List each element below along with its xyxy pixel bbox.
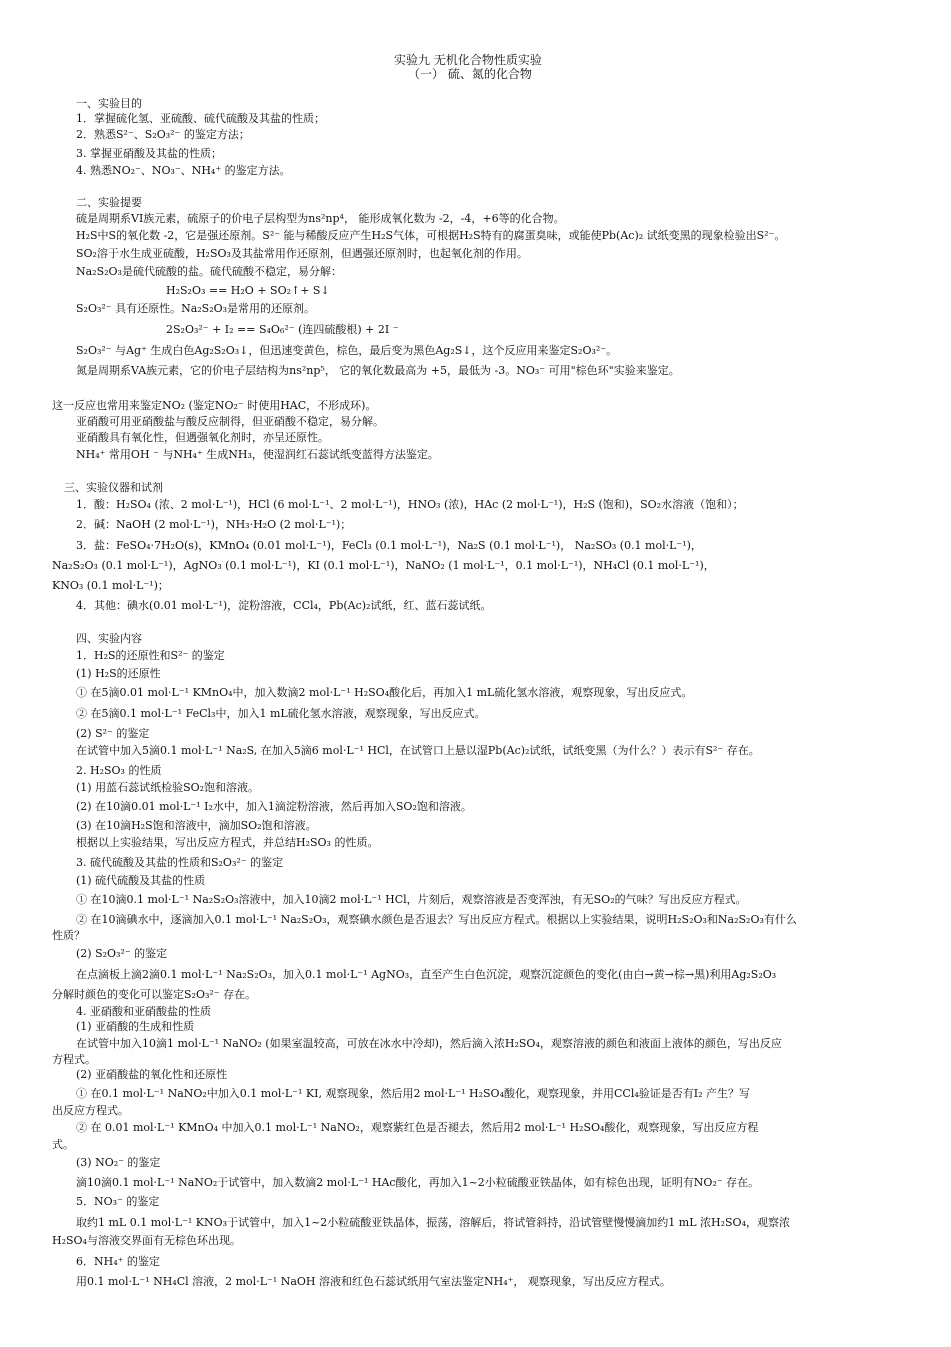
text-line: SO₂溶于水生成亚硫酸，H₂SO₃及其盐常用作还原剂，但遇强还原剂时，也起氧化剂的作用。 [76,247,528,260]
text-line: 在点滴板上滴2滴0.1 mol·L⁻¹ Na₂S₂O₃，加入0.1 mol·L⁻¹ AgNO₃，直至产生白色沉淀，观察沉淀颜色的变化(由白→黄→棕→黑)利用Ag₂S₂O₃ [76,968,777,981]
text-line: 2．碱：NaOH (2 mol·L⁻¹)，NH₃·H₂O (2 mol·L⁻¹)； [76,518,352,531]
text-line: 这一反应也常用来鉴定NO₂ (鉴定NO₂⁻ 时使用HAC，不形成环)。 [52,399,377,412]
text-line: 2．熟悉S²⁻、S₂O₃²⁻ 的鉴定方法； [76,128,250,141]
text-line: 在试管中加入5滴0.1 mol·L⁻¹ Na₂S, 在加入5滴6 mol·L⁻¹ HCl，在试管口上悬以湿Pb(Ac)₂试纸，试纸变黑（为什么？）表示有S²⁻ 存在。 [76,744,760,757]
text-line: S₂O₃²⁻ 与Ag⁺ 生成白色Ag₂S₂O₃↓，但迅速变黄色，棕色，最后变为黑色Ag₂S↓，这个反应用来鉴定S₂O₃²⁻。 [76,344,618,357]
text-line: (1) 用蓝石蕊试纸检验SO₂饱和溶液。 [76,781,260,794]
section-heading: 三、实验仪器和试剂 [64,481,163,494]
text-line: NH₄⁺ 常用OH ⁻ 与NH₄⁺ 生成NH₃，使湿润红石蕊试纸变蓝得方法鉴定。 [76,448,439,461]
text-line: 方程式。 [52,1053,96,1066]
text-line: KNO₃ (0.1 mol·L⁻¹)； [52,579,169,592]
text-line: 亚硝酸具有氧化性，但遇强氧化剂时，亦呈还原性。 [76,431,329,444]
equation-line: H₂S₂O₃ == H₂O + SO₂↑+ S↓ [166,284,330,297]
text-line: 根据以上实验结果，写出反应方程式，并总结H₂SO₃ 的性质。 [76,836,379,849]
text-line: 式。 [52,1138,74,1151]
text-line: H₂SO₄与溶液交界面有无棕色环出现。 [52,1234,241,1247]
text-line: (1) H₂S的还原性 [76,667,161,680]
doc-subtitle: （一） 硫、氮的化合物 [408,67,532,81]
text-line: 4. 亚硝酸和亚硝酸盐的性质 [76,1005,211,1018]
text-line: (2) 亚硝酸盐的氧化性和还原性 [76,1068,228,1081]
text-line: (2) 在10滴0.01 mol·L⁻¹ I₂水中，加入1滴淀粉溶液，然后再加入SO₂饱和溶液。 [76,800,472,813]
text-line: 在试管中加入10滴1 mol·L⁻¹ NaNO₂ (如果室温较高，可放在冰水中冷却)，然后滴入浓H₂SO₄，观察溶液的颜色和液面上液体的颜色，写出反应 [76,1037,782,1050]
text-line: ② 在5滴0.1 mol·L⁻¹ FeCl₃中，加入1 mL硫化氢水溶液，观察现象，写出反应式。 [76,707,486,720]
text-line: ① 在0.1 mol·L⁻¹ NaNO₂中加入0.1 mol·L⁻¹ KI, 观察现象，然后用2 mol·L⁻¹ H₂SO₄酸化，观察现象，并用CCl₄验证是否有I₂ 产生？写 [76,1087,750,1100]
text-line: Na₂S₂O₃ (0.1 mol·L⁻¹)，AgNO₃ (0.1 mol·L⁻¹)，KI (0.1 mol·L⁻¹)，NaNO₂ (1 mol·L⁻¹，0.1 mol·L⁻¹)，NH₄Cl (0.1 mol·L⁻¹)， [52,559,715,572]
text-line: (1) 硫代硫酸及其盐的性质 [76,874,206,887]
text-line: 硫是周期系VI族元素，硫原子的价电子层构型为ns²np⁴， 能形成氧化数为 -2，-4，+6等的化合物。 [76,212,565,225]
text-line: 3. 掌握亚硝酸及其盐的性质； [76,147,222,160]
text-line: 1．掌握硫化氢、亚硫酸、硫代硫酸及其盐的性质； [76,112,325,125]
text-line: 氮是周期系VA族元素，它的价电子层结构为ns²np⁵， 它的氧化数最高为 +5，最低为 -3。NO₃⁻ 可用"棕色环"实验来鉴定。 [76,364,680,377]
text-line: 3．盐：FeSO₄·7H₂O(s)，KMnO₄ (0.01 mol·L⁻¹)，FeCl₃ (0.1 mol·L⁻¹)，Na₂S (0.1 mol·L⁻¹)， Na₂SO₃ (0.1 mol·L⁻¹)， [76,539,702,552]
text-line: 1．酸：H₂SO₄ (浓、2 mol·L⁻¹)，HCl (6 mol·L⁻¹、2 mol·L⁻¹)，HNO₃ (浓)，HAc (2 mol·L⁻¹)，H₂S (饱和)，SO₂水溶液（饱和）； [76,498,744,511]
section-heading: 二、实验提要 [76,196,142,209]
text-line: Na₂S₂O₃是硫代硫酸的盐。硫代硫酸不稳定，易分解： [76,265,342,278]
doc-title: 实验九 无机化合物性质实验 [394,53,542,67]
text-line: (2) S₂O₃²⁻ 的鉴定 [76,947,168,960]
text-line: 亚硝酸可用亚硝酸盐与酸反应制得，但亚硝酸不稳定，易分解。 [76,415,384,428]
text-line: 滴10滴0.1 mol·L⁻¹ NaNO₂于试管中，加入数滴2 mol·L⁻¹ HAc酸化，再加入1~2小粒硫酸亚铁晶体，如有棕色出现，证明有NO₂⁻ 存在。 [76,1176,760,1189]
text-line: (3) NO₂⁻ 的鉴定 [76,1156,161,1169]
text-line: 1．H₂S的还原性和S²⁻ 的鉴定 [76,649,225,662]
text-line: 分解时颜色的变化可以鉴定S₂O₃²⁻ 存在。 [52,988,257,1001]
text-line: 性质？ [52,929,85,942]
text-line: (3) 在10滴H₂S饱和溶液中，滴加SO₂饱和溶液。 [76,819,317,832]
section-heading: 一、实验目的 [76,97,142,110]
text-line: 出反应方程式。 [52,1104,129,1117]
section-heading: 四、实验内容 [76,632,142,645]
text-line: 3. 硫代硫酸及其盐的性质和S₂O₃²⁻ 的鉴定 [76,856,284,869]
text-line: H₂S中S的氧化数 -2，它是强还原剂。S²⁻ 能与稀酸反应产生H₂S气体，可根据H₂S特有的腐蛋臭味，或能使Pb(Ac)₂ 试纸变黑的现象检验出S²⁻。 [76,229,786,242]
text-line: ① 在10滴0.1 mol·L⁻¹ Na₂S₂O₃溶液中，加入10滴2 mol·L⁻¹ HCl，片刻后，观察溶液是否变浑浊，有无SO₂的气味？写出反应方程式。 [76,893,747,906]
text-line: 5．NO₃⁻ 的鉴定 [76,1195,160,1208]
text-line: ② 在 0.01 mol·L⁻¹ KMnO₄ 中加入0.1 mol·L⁻¹ NaNO₂，观察紫红色是否褪去，然后用2 mol·L⁻¹ H₂SO₄酸化，观察现象，写出反应方程 [76,1121,759,1134]
text-line: 4. 熟悉NO₂⁻、NO₃⁻、NH₄⁺ 的鉴定方法。 [76,164,291,177]
equation-line: 2S₂O₃²⁻ + I₂ == S₄O₆²⁻ (连四硫酸根) + 2I ⁻ [166,323,399,336]
text-line: 4．其他：碘水(0.01 mol·L⁻¹)，淀粉溶液，CCl₄，Pb(Ac)₂试纸，红、蓝石蕊试纸。 [76,599,492,612]
text-line: S₂O₃²⁻ 具有还原性。Na₂S₂O₃是常用的还原剂。 [76,302,316,315]
text-line: (1) 亚硝酸的生成和性质 [76,1020,195,1033]
text-line: 用0.1 mol·L⁻¹ NH₄Cl 溶液，2 mol·L⁻¹ NaOH 溶液和红色石蕊试纸用气室法鉴定NH₄⁺， 观察现象，写出反应方程式。 [76,1275,671,1288]
text-line: ① 在5滴0.01 mol·L⁻¹ KMnO₄中，加入数滴2 mol·L⁻¹ H₂SO₄酸化后，再加入1 mL硫化氢水溶液，观察现象，写出反应式。 [76,686,693,699]
text-line: (2) S²⁻ 的鉴定 [76,727,150,740]
text-line: ② 在10滴碘水中，逐滴加入0.1 mol·L⁻¹ Na₂S₂O₃，观察碘水颜色是否退去？写出反应方程式。根据以上实验结果，说明H₂S₂O₃和Na₂S₂O₃有什么 [76,913,797,926]
text-line: 6．NH₄⁺ 的鉴定 [76,1255,160,1268]
text-line: 2. H₂SO₃ 的性质 [76,764,162,777]
text-line: 取约1 mL 0.1 mol·L⁻¹ KNO₃于试管中，加入1~2小粒硫酸亚铁晶体，振荡，溶解后，将试管斜持，沿试管壁慢慢滴加约1 mL 浓H₂SO₄，观察浓 [76,1216,790,1229]
